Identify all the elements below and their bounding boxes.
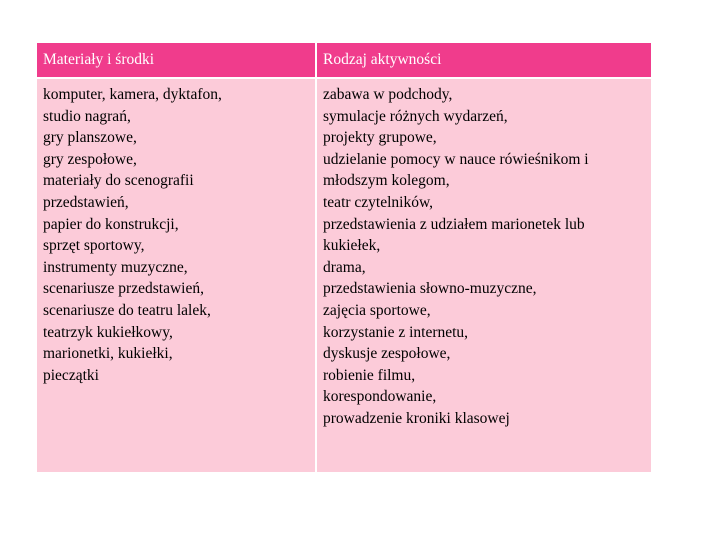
materials-cell	[37, 79, 315, 472]
activities-table	[37, 43, 649, 470]
materials-line: komputer, kamera, dyktafon,	[43, 86, 222, 103]
header-materials: Materiały i środki	[37, 43, 315, 77]
materials-line: przedstawień,	[43, 193, 129, 211]
activity-line: kukiełek,	[323, 237, 381, 255]
activities-cell	[317, 79, 651, 472]
activity-line: udzielanie pomocy w nauce rówieśnikom i	[323, 150, 589, 168]
materials-line: teatrzyk kukiełkowy,	[43, 323, 173, 341]
materials-line: pieczątki	[43, 366, 99, 384]
activity-line: drama,	[323, 258, 366, 276]
activity-line: robienie filmu,	[323, 366, 416, 384]
activity-line: teatr czytelników,	[323, 193, 434, 211]
materials-line: scenariusze do teatru lalek,	[43, 301, 211, 319]
materials-line: marionetki, kukiełki,	[43, 345, 173, 363]
materials-line: gry zespołowe,	[43, 150, 137, 168]
materials-line: papier do konstrukcji,	[43, 215, 179, 233]
activity-line: korespondowanie,	[323, 388, 437, 406]
activity-line: młodszym kolegom,	[323, 172, 450, 190]
activity-line: przedstawienia słowno-muzyczne,	[323, 280, 537, 298]
activity-line: projekty grupowe,	[323, 129, 437, 147]
activity-line: przedstawienia z udziałem marionetek lub	[323, 215, 585, 233]
materials-line: scenariusze przedstawień,	[43, 280, 204, 298]
materials-line: studio nagrań,	[43, 107, 131, 125]
header-activity-type: Rodzaj aktywności	[317, 43, 651, 77]
materials-line: sprzęt sportowy,	[43, 237, 145, 255]
materials-line: gry planszowe,	[43, 129, 137, 147]
activity-line: zajęcia sportowe,	[323, 301, 431, 319]
activity-line: zabawa w podchody,	[323, 86, 453, 103]
activity-line: dyskusje zespołowe,	[323, 345, 451, 363]
materials-line: materiały do scenografii	[43, 172, 194, 190]
materials-line: instrumenty muzyczne,	[43, 258, 188, 276]
activity-line: symulacje różnych wydarzeń,	[323, 107, 508, 125]
activity-line: korzystanie z internetu,	[323, 323, 469, 341]
activity-line: prowadzenie kroniki klasowej	[323, 409, 510, 427]
